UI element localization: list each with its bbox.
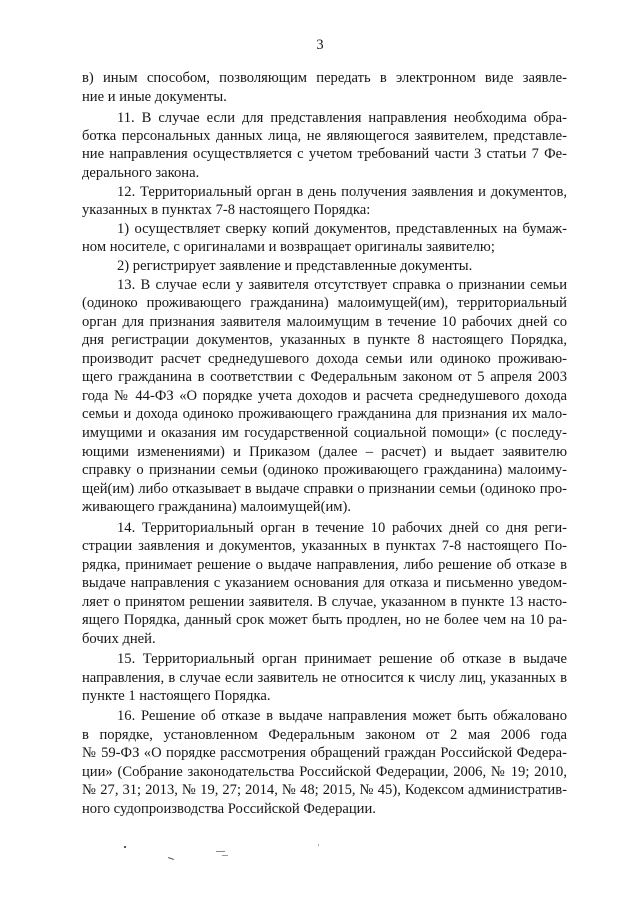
text-line: направления, в случае если заявитель не относится к числу лиц, указанных в xyxy=(82,670,567,686)
text-line: 15. Территориальный орган принимает решение об отказе в выдаче xyxy=(117,651,567,667)
text-line: щей(им) либо отказывает в выдаче справки о признании семьи (одиноко про- xyxy=(82,481,567,497)
text-line: справку о признании семьи (одиноко проживающего гражданина) малоиму- xyxy=(82,462,567,478)
text-line: пункте 1 настоящего Порядка. xyxy=(82,688,271,704)
text-line: № 59-ФЗ «О порядке рассмотрения обращений граждан Российской Федера- xyxy=(82,745,567,761)
text-line: 16. Решение об отказе в выдаче направления может быть обжаловано xyxy=(117,708,567,724)
text-line: ного судопроизводства Российской Федерации. xyxy=(82,801,376,817)
text-line: ящего Порядка, данный срок может быть продлен, но не более чем на 10 ра- xyxy=(82,612,567,628)
text-line: 2) регистрирует заявление и представленные документы. xyxy=(117,258,473,274)
text-line: ляет о принятом решении заявителя. В случае, указанном в пункте 13 насто- xyxy=(82,594,567,610)
text-line: рядка, принимает решение о выдаче направления, либо решение об отказе в xyxy=(82,557,567,573)
text-line: ботка персональных данных лица, не являющегося заявителем, представле- xyxy=(82,128,567,144)
text-line: 13. В случае если у заявителя отсутствует справка о признании семьи xyxy=(117,277,567,293)
text-line: дерального закона. xyxy=(82,165,200,181)
text-line: бочих дней. xyxy=(82,631,156,647)
scan-speck xyxy=(124,846,126,848)
text-line: в порядке, установленном Федеральным законом от 2 мая 2006 года xyxy=(82,727,567,743)
text-line: щего гражданина в соответствии с Федеральным законом от 5 апреля 2003 xyxy=(82,369,567,385)
text-line: имущими и оказания им государственной социальной помощи» (с последу- xyxy=(82,425,567,441)
text-line: орган для признания заявителя малоимущим в течение 10 рабочих дней со xyxy=(82,314,567,330)
text-line: в) иным способом, позволяющим передать в электронном виде заявле- xyxy=(82,70,567,86)
text-line: (одиноко проживающего гражданина) малоимущей(им), территориальный xyxy=(82,295,567,311)
text-line: ции» (Собрание законодательства Российской Федерации, 2006, № 19; 2010, xyxy=(82,764,567,780)
scan-speck xyxy=(216,851,225,852)
text-line: ном носителе, с оригиналами и возвращает оригиналы заявителю; xyxy=(82,239,495,255)
text-line: указанных в пунктах 7-8 настоящего Порядка: xyxy=(82,202,371,218)
text-line: производит расчет среднедушевого дохода семьи или одиноко проживаю- xyxy=(82,351,567,367)
text-line: 1) осуществляет сверку копий документов, представленных на бумаж- xyxy=(117,221,567,237)
text-line: ние направления осуществляется с учетом требований части 3 статьи 7 Фе- xyxy=(82,146,567,162)
scan-speck xyxy=(168,857,174,860)
text-line: живающего гражданина) малоимущей(им). xyxy=(82,499,352,515)
text-line: выдаче направления с указанием основания для отказа и письменно уведом- xyxy=(82,575,567,591)
text-line: 11. В случае если для представления направления необходима обра- xyxy=(117,110,567,126)
text-line: 14. Территориальный орган в течение 10 рабочих дней со дня реги- xyxy=(117,520,567,536)
text-line: года № 44-ФЗ «О порядке учета доходов и расчета среднедушевого дохода xyxy=(82,388,567,404)
text-line: № 27, 31; 2013, № 19, 27; 2014, № 48; 2015, № 45), Кодексом административ- xyxy=(82,782,567,798)
scan-speck xyxy=(318,844,319,846)
text-line: семьи и дохода одиноко проживающего гражданина для признания их мало- xyxy=(82,406,567,422)
text-line: дня регистрации документов, указанных в пункте 8 настоящего Порядка, xyxy=(82,332,567,348)
text-line: ние и иные документы. xyxy=(82,89,227,105)
text-line: страции заявления и документов, указанных в пунктах 7-8 настоящего По- xyxy=(82,538,567,554)
text-line: 12. Территориальный орган в день получения заявления и документов, xyxy=(117,184,567,200)
scan-speck xyxy=(222,855,228,856)
page-number: 3 xyxy=(316,37,324,53)
text-line: ющими изменениями) и Приказом (далее – расчет) и выдает заявителю xyxy=(82,444,567,460)
